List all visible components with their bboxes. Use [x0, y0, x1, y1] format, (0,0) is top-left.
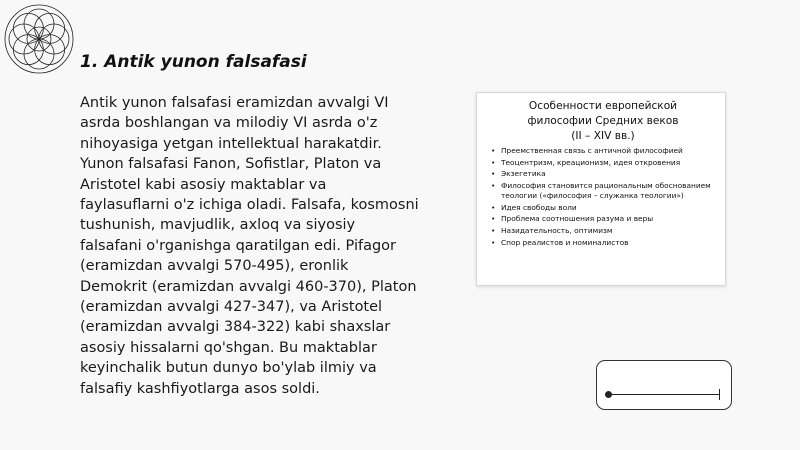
- progress-track[interactable]: [609, 394, 719, 395]
- card-title-line: философии Средних веков: [527, 115, 679, 127]
- card-bullet-list: [489, 146, 717, 248]
- medieval-philosophy-card: [476, 92, 726, 286]
- bullet-icon: •: [491, 202, 496, 212]
- bullet-icon: •: [491, 157, 496, 167]
- card-title-line: Особенности европейской: [528, 100, 678, 112]
- bullet-icon: •: [491, 225, 496, 235]
- card-title: [489, 99, 717, 144]
- bullet-icon: •: [491, 180, 496, 190]
- slide-title: 1. Antik yunon falsafasi: [80, 52, 307, 72]
- list-item: [489, 146, 717, 156]
- bullet-icon: •: [491, 214, 496, 224]
- list-item-text: Экзегетика: [501, 169, 546, 179]
- progress-handle[interactable]: [605, 391, 612, 398]
- list-item-text: Идея свободы воли: [501, 202, 577, 212]
- list-item-text: Спор реалистов и номиналистов: [501, 237, 629, 247]
- geometric-rosette-icon: [2, 2, 76, 76]
- bullet-icon: •: [491, 169, 496, 179]
- list-item: [489, 238, 717, 248]
- card-title-line: (II – XIV вв.): [571, 130, 635, 142]
- list-item: [489, 158, 717, 168]
- list-item: [489, 214, 717, 224]
- list-item-text: Преемственная связь с античной философией: [501, 146, 683, 155]
- bullet-icon: •: [491, 146, 496, 155]
- list-item-text: Проблема соотношения разума и веры: [501, 214, 654, 224]
- list-item: [489, 203, 717, 213]
- list-item-text: Теоцентризм, креационизм, идея откровения: [501, 157, 681, 167]
- list-item: [489, 181, 717, 202]
- list-item-text: Философия становится рациональным обоснованием теологии («философия – служанка теологии»): [501, 180, 711, 201]
- slide-body-text: Antik yunon falsafasi eramizdan avvalgi VI asrda boshlangan va milodiy VI asrda o'z nihoyasiga yetgan intellektual harakatdir. Yunon falsafasi Fanon, Sofistlar, Platon va Aristotel kabi asosiy maktablar va faylasuflarni o'z ichiga oladi. Falsafa, kosmosni tushunish, mavjudlik, axloq va siyosiy falsafani o'rganishga qaratilgan edi. Pifagor (eramizdan avvalgi 570-495), eronlik Demokrit (eramizdan avvalgi 460-370), Platon (eramizdan avvalgi 427-347), va Aristotel (eramizdan avvalgi 384-322) kabi shaxslar asosiy hissalarni qo'shgan. Bu maktablar keyinchalik butun dunyo bo'ylab ilmiy va falsafiy kashfiyotlarga asos soldi.: [80, 95, 419, 397]
- list-item-text: Назидательность, оптимизм: [501, 225, 613, 235]
- bullet-icon: •: [491, 237, 496, 247]
- list-item: [489, 169, 717, 179]
- list-item: [489, 226, 717, 236]
- media-progress-box[interactable]: [596, 360, 732, 410]
- progress-end-marker: [719, 389, 720, 400]
